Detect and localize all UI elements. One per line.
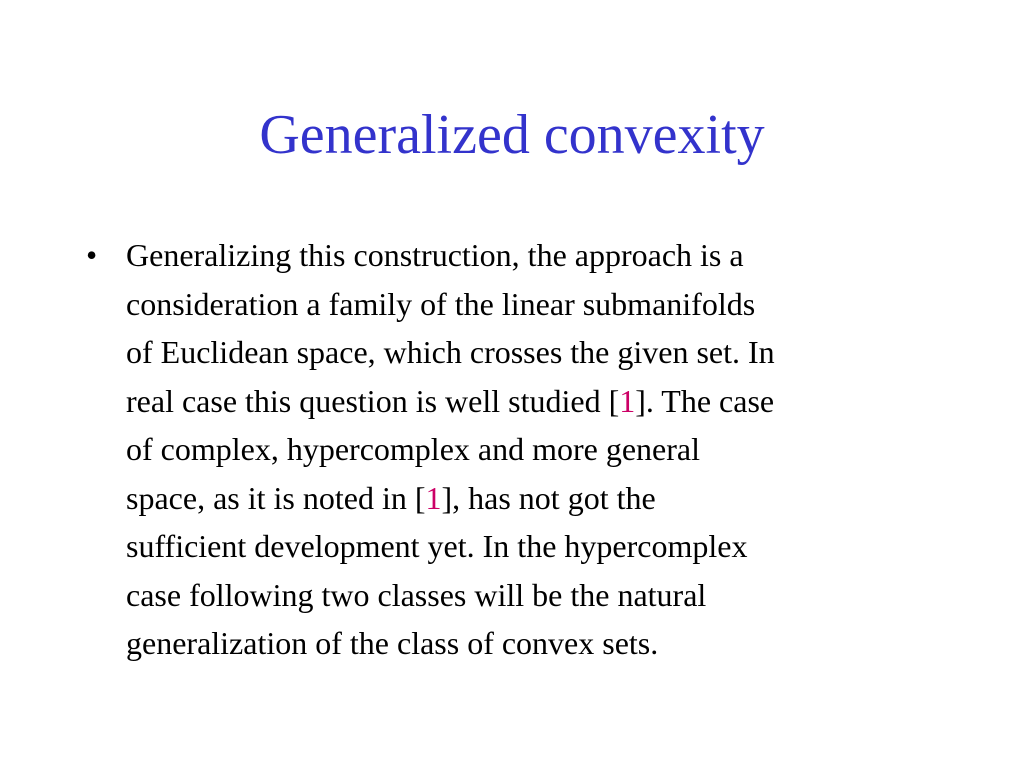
bullet-list (86, 231, 946, 668)
body-line-2: consideration a family of the linear submanifolds (126, 285, 756, 322)
ref-open-bracket: [ (608, 382, 620, 419)
body-line-4-end: . The case (645, 382, 775, 419)
citation-link[interactable]: 1 (425, 479, 442, 516)
body-line-3: of Euclidean space, which crosses the given set. In (126, 334, 775, 370)
citation-link[interactable]: 1 (619, 382, 636, 419)
body-line-8: case following two classes will be the natural (126, 576, 707, 613)
body-line-9: generalization of the class of convex sets. (126, 625, 659, 661)
bullet-item (86, 231, 946, 668)
ref-close-bracket: ] (441, 479, 453, 516)
slide-title: Generalized convexity (259, 104, 765, 166)
body-line-7: sufficient development yet. In the hypercomplex (126, 528, 748, 564)
bullet-icon: • (86, 237, 98, 273)
ref-close-bracket: ] (635, 382, 646, 419)
body-line-5: of complex, hypercomplex and more general (126, 431, 700, 467)
body-line-6-start: space, as it is noted in (126, 479, 415, 516)
body-line-4 (126, 377, 946, 426)
body-line-1: Generalizing this construction, the approach is a (126, 237, 744, 273)
ref-open-bracket: [ (414, 479, 426, 516)
body-line-4-start: real case this question is well studied (126, 382, 609, 419)
body-line-6 (126, 474, 946, 523)
body-line-6-end: , has not got the (452, 479, 656, 516)
